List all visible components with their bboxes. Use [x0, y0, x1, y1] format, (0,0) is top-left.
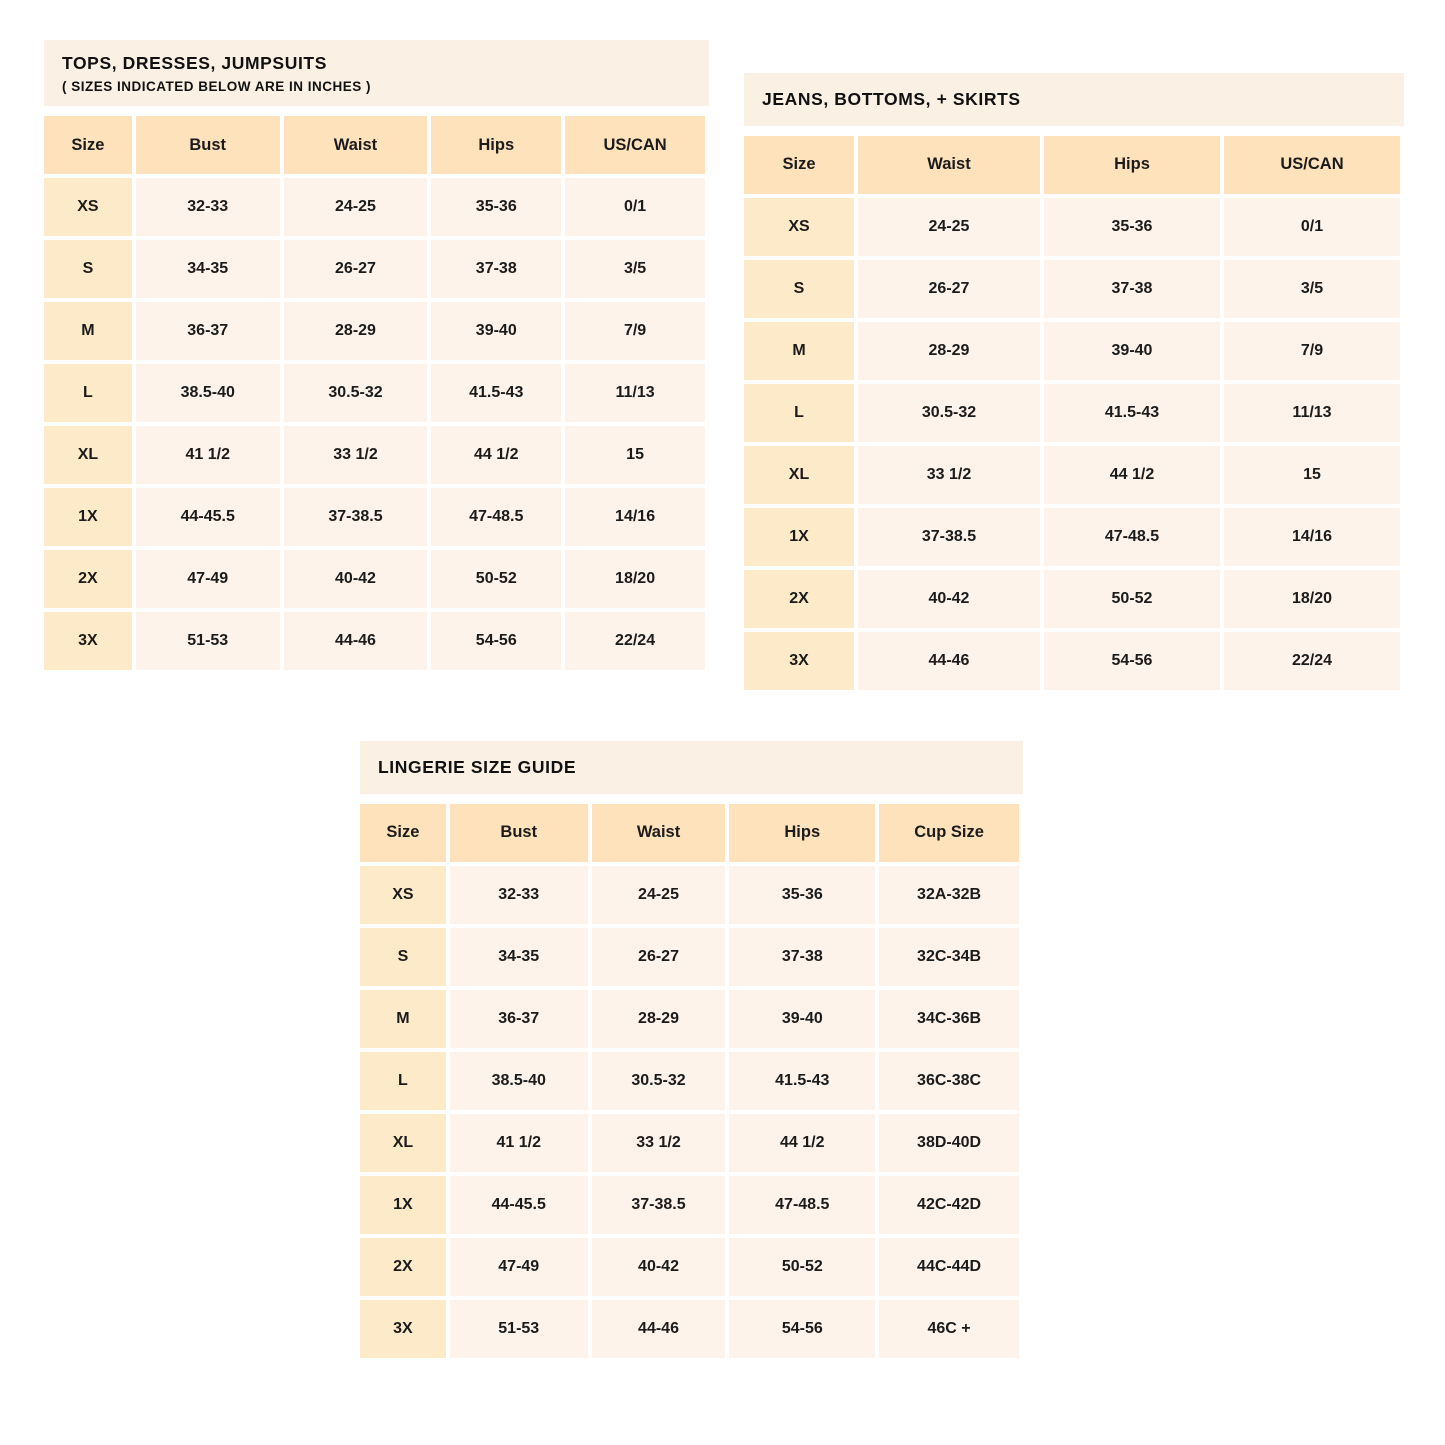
cell-size: 1X — [744, 508, 854, 566]
cell-hips: 37-38 — [1044, 260, 1220, 318]
cell-cup-size: 44C-44D — [879, 1238, 1019, 1296]
cell-waist: 30.5-32 — [284, 364, 428, 422]
table-row — [44, 488, 705, 546]
cell-hips: 39-40 — [1044, 322, 1220, 380]
lingerie-size-table — [356, 800, 1023, 1362]
table-row — [44, 240, 705, 298]
table-row — [44, 426, 705, 484]
column-header-size: Size — [360, 804, 446, 862]
cell-waist: 26-27 — [592, 928, 726, 986]
table-title: TOPS, DRESSES, JUMPSUITS — [62, 53, 327, 73]
cell-waist: 26-27 — [284, 240, 428, 298]
cell-size: 2X — [44, 550, 132, 608]
cell-bust: 34-35 — [450, 928, 588, 986]
column-header-bust: Bust — [450, 804, 588, 862]
cell-us-can: 18/20 — [565, 550, 705, 608]
cell-hips: 54-56 — [431, 612, 561, 670]
cell-size: 3X — [44, 612, 132, 670]
cell-cup-size: 46C + — [879, 1300, 1019, 1358]
table-title-banner — [360, 741, 1023, 794]
cell-hips: 50-52 — [1044, 570, 1220, 628]
cell-waist: 33 1/2 — [284, 426, 428, 484]
cell-waist: 24-25 — [284, 178, 428, 236]
cell-us-can: 14/16 — [565, 488, 705, 546]
table-row — [44, 364, 705, 422]
cell-us-can: 7/9 — [1224, 322, 1400, 380]
cell-waist: 24-25 — [592, 866, 726, 924]
cell-bust: 36-37 — [450, 990, 588, 1048]
cell-waist: 40-42 — [284, 550, 428, 608]
table-row — [744, 508, 1400, 566]
cell-hips: 37-38 — [729, 928, 875, 986]
cell-waist: 40-42 — [592, 1238, 726, 1296]
table-row — [360, 928, 1019, 986]
cell-size: S — [44, 240, 132, 298]
cell-bust: 34-35 — [136, 240, 280, 298]
cell-us-can: 0/1 — [1224, 198, 1400, 256]
cell-waist: 30.5-32 — [858, 384, 1040, 442]
cell-hips: 39-40 — [729, 990, 875, 1048]
column-header-waist: Waist — [284, 116, 428, 174]
cell-size: 2X — [360, 1238, 446, 1296]
table-row — [360, 866, 1019, 924]
table-subtitle: ( SIZES INDICATED BELOW ARE IN INCHES ) — [62, 78, 372, 94]
cell-size: XS — [360, 866, 446, 924]
table-header-row — [744, 136, 1400, 194]
cell-cup-size: 38D-40D — [879, 1114, 1019, 1172]
cell-hips: 54-56 — [1044, 632, 1220, 690]
cell-us-can: 15 — [1224, 446, 1400, 504]
cell-us-can: 3/5 — [565, 240, 705, 298]
cell-waist: 28-29 — [858, 322, 1040, 380]
tops-size-table — [40, 112, 709, 674]
table-row — [360, 1176, 1019, 1234]
cell-hips: 44 1/2 — [1044, 446, 1220, 504]
column-header-hips: Hips — [729, 804, 875, 862]
cell-hips: 50-52 — [431, 550, 561, 608]
cell-us-can: 18/20 — [1224, 570, 1400, 628]
cell-bust: 32-33 — [136, 178, 280, 236]
cell-us-can: 11/13 — [565, 364, 705, 422]
column-header-waist: Waist — [858, 136, 1040, 194]
jeans-size-table — [740, 132, 1404, 694]
cell-size: 1X — [360, 1176, 446, 1234]
table-title-banner — [744, 73, 1404, 126]
cell-cup-size: 32A-32B — [879, 866, 1019, 924]
cell-size: L — [360, 1052, 446, 1110]
cell-cup-size: 34C-36B — [879, 990, 1019, 1048]
cell-size: XS — [744, 198, 854, 256]
cell-size: M — [44, 302, 132, 360]
cell-hips: 35-36 — [431, 178, 561, 236]
cell-hips: 44 1/2 — [729, 1114, 875, 1172]
column-header-hips: Hips — [1044, 136, 1220, 194]
table-header-row — [44, 116, 705, 174]
cell-cup-size: 32C-34B — [879, 928, 1019, 986]
cell-cup-size: 36C-38C — [879, 1052, 1019, 1110]
column-header-size: Size — [744, 136, 854, 194]
table-row — [360, 1052, 1019, 1110]
cell-size: M — [744, 322, 854, 380]
table-row — [44, 178, 705, 236]
column-header-bust: Bust — [136, 116, 280, 174]
cell-waist: 37-38.5 — [858, 508, 1040, 566]
cell-hips: 39-40 — [431, 302, 561, 360]
cell-us-can: 7/9 — [565, 302, 705, 360]
cell-bust: 51-53 — [450, 1300, 588, 1358]
cell-bust: 41 1/2 — [136, 426, 280, 484]
cell-waist: 44-46 — [592, 1300, 726, 1358]
table-row — [744, 570, 1400, 628]
cell-bust: 51-53 — [136, 612, 280, 670]
cell-waist: 37-38.5 — [284, 488, 428, 546]
table-row — [44, 302, 705, 360]
size-table-jeans-bottoms-skirts — [744, 73, 1404, 694]
cell-waist: 28-29 — [592, 990, 726, 1048]
table-title: JEANS, BOTTOMS, + SKIRTS — [762, 89, 1021, 109]
cell-bust: 36-37 — [136, 302, 280, 360]
table-title-banner — [44, 40, 709, 106]
cell-size: L — [44, 364, 132, 422]
column-header-size: Size — [44, 116, 132, 174]
table-title: LINGERIE SIZE GUIDE — [378, 757, 577, 777]
cell-us-can: 22/24 — [565, 612, 705, 670]
cell-size: S — [744, 260, 854, 318]
cell-size: XL — [360, 1114, 446, 1172]
cell-waist: 33 1/2 — [858, 446, 1040, 504]
cell-bust: 32-33 — [450, 866, 588, 924]
size-table-lingerie — [360, 741, 1023, 1362]
cell-bust: 47-49 — [450, 1238, 588, 1296]
table-row — [744, 198, 1400, 256]
cell-size: 1X — [44, 488, 132, 546]
cell-waist: 24-25 — [858, 198, 1040, 256]
cell-hips: 54-56 — [729, 1300, 875, 1358]
table-row — [360, 1300, 1019, 1358]
cell-hips: 41.5-43 — [1044, 384, 1220, 442]
column-header-hips: Hips — [431, 116, 561, 174]
cell-hips: 44 1/2 — [431, 426, 561, 484]
cell-size: XL — [744, 446, 854, 504]
cell-bust: 41 1/2 — [450, 1114, 588, 1172]
cell-us-can: 0/1 — [565, 178, 705, 236]
table-row — [44, 550, 705, 608]
cell-hips: 47-48.5 — [1044, 508, 1220, 566]
table-row — [744, 260, 1400, 318]
cell-size: S — [360, 928, 446, 986]
cell-size: 2X — [744, 570, 854, 628]
cell-hips: 41.5-43 — [431, 364, 561, 422]
cell-waist: 26-27 — [858, 260, 1040, 318]
cell-waist: 28-29 — [284, 302, 428, 360]
cell-us-can: 15 — [565, 426, 705, 484]
table-row — [744, 632, 1400, 690]
table-row — [360, 1238, 1019, 1296]
cell-waist: 33 1/2 — [592, 1114, 726, 1172]
cell-waist: 44-46 — [858, 632, 1040, 690]
cell-bust: 47-49 — [136, 550, 280, 608]
cell-size: M — [360, 990, 446, 1048]
table-row — [360, 1114, 1019, 1172]
cell-waist: 37-38.5 — [592, 1176, 726, 1234]
cell-size: XL — [44, 426, 132, 484]
cell-us-can: 22/24 — [1224, 632, 1400, 690]
cell-hips: 37-38 — [431, 240, 561, 298]
cell-waist: 30.5-32 — [592, 1052, 726, 1110]
cell-hips: 50-52 — [729, 1238, 875, 1296]
cell-size: L — [744, 384, 854, 442]
column-header-waist: Waist — [592, 804, 726, 862]
cell-us-can: 11/13 — [1224, 384, 1400, 442]
cell-hips: 41.5-43 — [729, 1052, 875, 1110]
cell-waist: 44-46 — [284, 612, 428, 670]
column-header-us-can: US/CAN — [1224, 136, 1400, 194]
column-header-cup-size: Cup Size — [879, 804, 1019, 862]
size-table-tops-dresses-jumpsuits — [44, 40, 709, 674]
table-row — [44, 612, 705, 670]
cell-waist: 40-42 — [858, 570, 1040, 628]
column-header-us-can: US/CAN — [565, 116, 705, 174]
cell-us-can: 14/16 — [1224, 508, 1400, 566]
table-row — [744, 322, 1400, 380]
table-row — [744, 384, 1400, 442]
cell-hips: 47-48.5 — [431, 488, 561, 546]
cell-size: 3X — [744, 632, 854, 690]
cell-cup-size: 42C-42D — [879, 1176, 1019, 1234]
cell-us-can: 3/5 — [1224, 260, 1400, 318]
cell-size: XS — [44, 178, 132, 236]
cell-bust: 44-45.5 — [136, 488, 280, 546]
cell-hips: 47-48.5 — [729, 1176, 875, 1234]
cell-bust: 38.5-40 — [450, 1052, 588, 1110]
cell-size: 3X — [360, 1300, 446, 1358]
table-header-row — [360, 804, 1019, 862]
table-row — [744, 446, 1400, 504]
cell-bust: 44-45.5 — [450, 1176, 588, 1234]
cell-hips: 35-36 — [729, 866, 875, 924]
table-row — [360, 990, 1019, 1048]
cell-hips: 35-36 — [1044, 198, 1220, 256]
cell-bust: 38.5-40 — [136, 364, 280, 422]
